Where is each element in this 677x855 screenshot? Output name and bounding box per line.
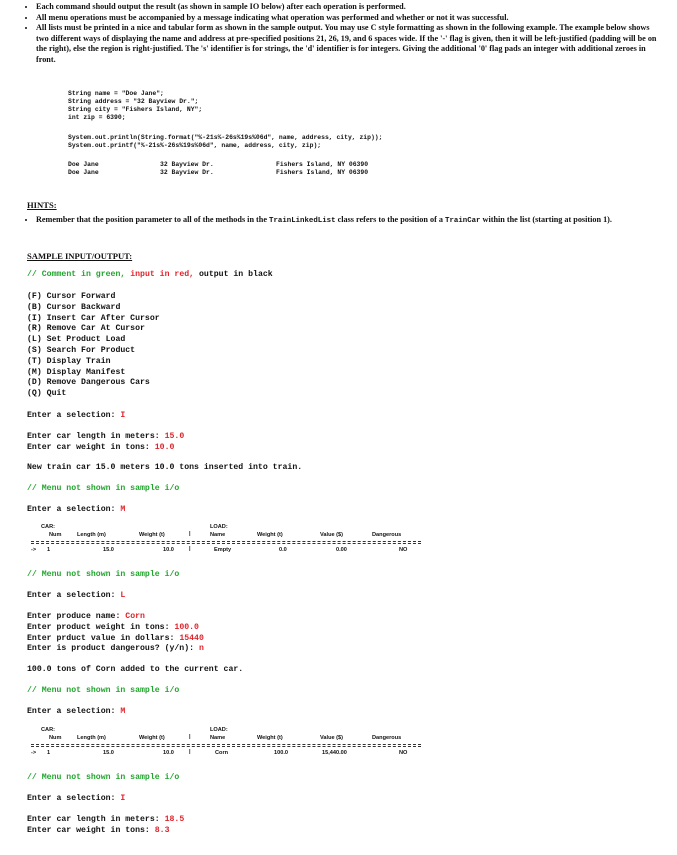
menu-not-shown-comment: // Menu not shown in sample i/o	[27, 570, 180, 579]
requirements-list	[0, 2, 662, 66]
prompt-text: Enter car weight in tons:	[27, 825, 155, 835]
table-divider	[31, 744, 421, 745]
selection-line	[27, 794, 125, 805]
menu-option: (D) Remove Dangerous Cars	[27, 378, 150, 388]
prompt-line	[27, 826, 184, 837]
cell-dangerous: NO	[399, 547, 408, 553]
user-input: I	[120, 794, 126, 803]
hint-text: within the list (starting at position 1).	[480, 215, 612, 224]
output-address: 32 Bayview Dr.	[160, 161, 214, 168]
code-declarations	[68, 90, 202, 122]
manifest-table-2	[27, 727, 427, 769]
table-header-load: LOAD:	[210, 524, 228, 530]
selection-line	[27, 411, 125, 422]
user-input: Corn	[125, 612, 145, 621]
table-divider	[31, 746, 421, 747]
user-input: M	[120, 707, 126, 716]
col-header-load-weight: Weight (t)	[257, 735, 283, 741]
col-header-load-weight: Weight (t)	[257, 532, 283, 538]
added-message: 100.0 tons of Corn added to the current car.	[27, 665, 244, 674]
class-name-train-car: TrainCar	[445, 217, 481, 225]
cell-num: 1	[47, 547, 51, 553]
requirement-item: • All menu operations must be accompanied by a message indicating what operation was performed and whether or not it was successful.	[36, 13, 662, 24]
cell-length: 15.0	[103, 547, 114, 553]
table-divider	[31, 541, 421, 542]
menu-option: (R) Remove Car At Cursor	[27, 324, 145, 334]
cursor-indicator: ->	[31, 750, 37, 756]
hint-text: class refers to the position of a	[335, 215, 446, 224]
col-separator: |	[189, 546, 191, 552]
prompt-line	[27, 612, 204, 623]
code-line: String name = "Doe Jane";	[68, 90, 164, 97]
user-input: 100.0	[174, 622, 199, 632]
menu-not-shown-comment: // Menu not shown in sample i/o	[27, 773, 180, 782]
prompt-line	[27, 644, 204, 655]
hint-item	[36, 215, 656, 227]
menu-option: (Q) Quit	[27, 389, 67, 399]
col-header-value: Value ($)	[320, 532, 344, 538]
legend-prefix: //	[27, 270, 42, 279]
user-input: 18.5	[164, 815, 185, 824]
col-header-name: Name	[210, 532, 226, 538]
menu-option: (B) Cursor Backward	[27, 302, 121, 312]
table-header-load: LOAD:	[210, 727, 228, 733]
selection-line	[27, 707, 125, 718]
col-header-length: Length (m)	[77, 735, 106, 741]
code-line: System.out.printf("%-21s%-26s%19s%06d", name, address, city, zip);	[68, 141, 322, 149]
menu-option: (L) Set Product Load	[27, 335, 126, 345]
code-line: String city = "Fishers Island, NY";	[68, 105, 203, 113]
cell-load-weight: 0.0	[279, 547, 287, 553]
sample-io-heading: SAMPLE INPUT/OUTPUT:	[27, 251, 133, 261]
col-header-value: Value ($)	[320, 735, 344, 741]
col-separator: |	[189, 734, 191, 740]
col-header-dangerous: Dangerous	[372, 735, 402, 741]
menu-options	[27, 292, 160, 400]
requirement-item: • Each command should output the result (as shown in sample IO below) after each operation is performed.	[36, 2, 662, 13]
menu-option: (F) Cursor Forward	[27, 292, 116, 301]
prompt-text: Enter a selection:	[27, 505, 121, 514]
user-input: M	[120, 505, 126, 514]
user-input: n	[198, 644, 204, 654]
prompt-line	[27, 432, 184, 443]
prompt-text: Enter a selection:	[27, 794, 121, 803]
prompt-text: Enter product weight in tons:	[27, 622, 175, 632]
cell-dangerous: NO	[399, 750, 408, 756]
cell-weight: 10.0	[163, 547, 174, 553]
prompt-text: Enter car length in meters:	[27, 815, 165, 824]
cell-name: Empty	[214, 547, 232, 553]
code-line: int zip = 6390;	[68, 113, 126, 121]
code-print-statements	[68, 134, 382, 150]
output-city: Fishers Island, NY 06390	[276, 169, 369, 176]
output-name: Doe Jane	[68, 169, 99, 176]
manifest-table-1	[27, 524, 427, 566]
legend-comment: Comment in green,	[41, 270, 126, 279]
cursor-indicator: ->	[31, 547, 37, 553]
code-line: System.out.println(String.format("%-21s%-26s%19s%06d", name, address, city, zip));	[68, 134, 383, 141]
selection-line	[27, 505, 125, 516]
menu-option: (M) Display Manifest	[27, 367, 126, 377]
cell-length: 15.0	[103, 750, 114, 756]
car-input-block	[27, 815, 184, 837]
menu-not-shown-comment: // Menu not shown in sample i/o	[27, 686, 180, 695]
output-city: Fishers Island, NY 06390	[276, 161, 369, 168]
prompt-text: Enter car length in meters:	[27, 432, 165, 441]
prompt-text: Enter a selection:	[27, 411, 121, 420]
hint-text: Remember that the position parameter to all of the methods in the	[36, 215, 270, 224]
menu-not-shown-comment: // Menu not shown in sample i/o	[27, 484, 180, 493]
user-input: I	[120, 411, 126, 420]
menu-option: (I) Insert Car After Cursor	[27, 313, 160, 323]
table-header-car: CAR:	[41, 524, 55, 530]
prompt-text: Enter produce name:	[27, 612, 126, 621]
prompt-text: Enter a selection:	[27, 707, 121, 716]
table-divider	[31, 543, 421, 544]
hints-heading: HINTS:	[27, 200, 57, 210]
col-header-dangerous: Dangerous	[372, 532, 402, 538]
color-legend	[27, 270, 273, 281]
table-header-car: CAR:	[41, 727, 55, 733]
prompt-text: Enter car weight in tons:	[27, 442, 155, 452]
cell-value: 0.00	[336, 547, 347, 553]
cell-weight: 10.0	[163, 750, 174, 756]
col-header-weight: Weight (t)	[139, 735, 165, 741]
col-separator: |	[189, 749, 191, 755]
col-separator: |	[189, 531, 191, 537]
col-header-length: Length (m)	[77, 532, 106, 538]
col-header-num: Num	[49, 532, 62, 538]
prompt-line	[27, 634, 204, 645]
cell-load-weight: 100.0	[274, 750, 288, 756]
product-input-block	[27, 612, 204, 655]
prompt-line	[27, 815, 184, 826]
selection-line	[27, 591, 125, 602]
user-input: 15.0	[164, 432, 185, 441]
prompt-text: Enter is product dangerous? (y/n):	[27, 644, 199, 654]
col-header-num: Num	[49, 735, 62, 741]
cell-name: Corn	[215, 750, 229, 756]
menu-option: (T) Display Train	[27, 356, 111, 366]
legend-output: output in black	[199, 270, 273, 279]
prompt-line	[27, 623, 204, 634]
hints-list	[36, 215, 656, 227]
cell-value: 15,440.00	[322, 750, 347, 756]
user-input: 10.0	[154, 442, 175, 452]
class-name-train-linked-list: TrainLinkedList	[269, 217, 336, 225]
prompt-text: Enter prduct value in dollars:	[27, 633, 180, 643]
prompt-text: Enter a selection:	[27, 591, 121, 600]
insert-message: New train car 15.0 meters 10.0 tons inserted into train.	[27, 463, 303, 472]
code-line: String address = "32 Bayview Dr.";	[68, 97, 199, 105]
cell-num: 1	[47, 750, 51, 756]
user-input: 15440	[179, 633, 204, 643]
prompt-line	[27, 443, 184, 454]
output-name: Doe Jane	[68, 161, 99, 168]
menu-option: (S) Search For Product	[27, 345, 136, 355]
col-header-name: Name	[210, 735, 226, 741]
col-header-weight: Weight (t)	[139, 532, 165, 538]
user-input: 8.3	[154, 825, 170, 835]
user-input: L	[120, 591, 126, 600]
legend-input: input in red,	[130, 270, 195, 279]
code-output	[68, 161, 488, 179]
output-address: 32 Bayview Dr.	[160, 169, 214, 176]
requirement-item: • All lists must be printed in a nice and tabular form as shown in the sample output. You may use C style formatting as shown in the following example. The example below shows two different ways of displaying the name and address at pre-specified positions 21, 26, 19, and 6 spaces wide. If the '-' flag is given, then it will be left-justified (padding will be on the right), else the region is right-justified. The 's' identifier is for strings, the 'd' identifier is for integers. Giving the additional '0' flag pads an integer with additional zeroes in front.	[36, 23, 662, 65]
car-input-block	[27, 432, 184, 454]
